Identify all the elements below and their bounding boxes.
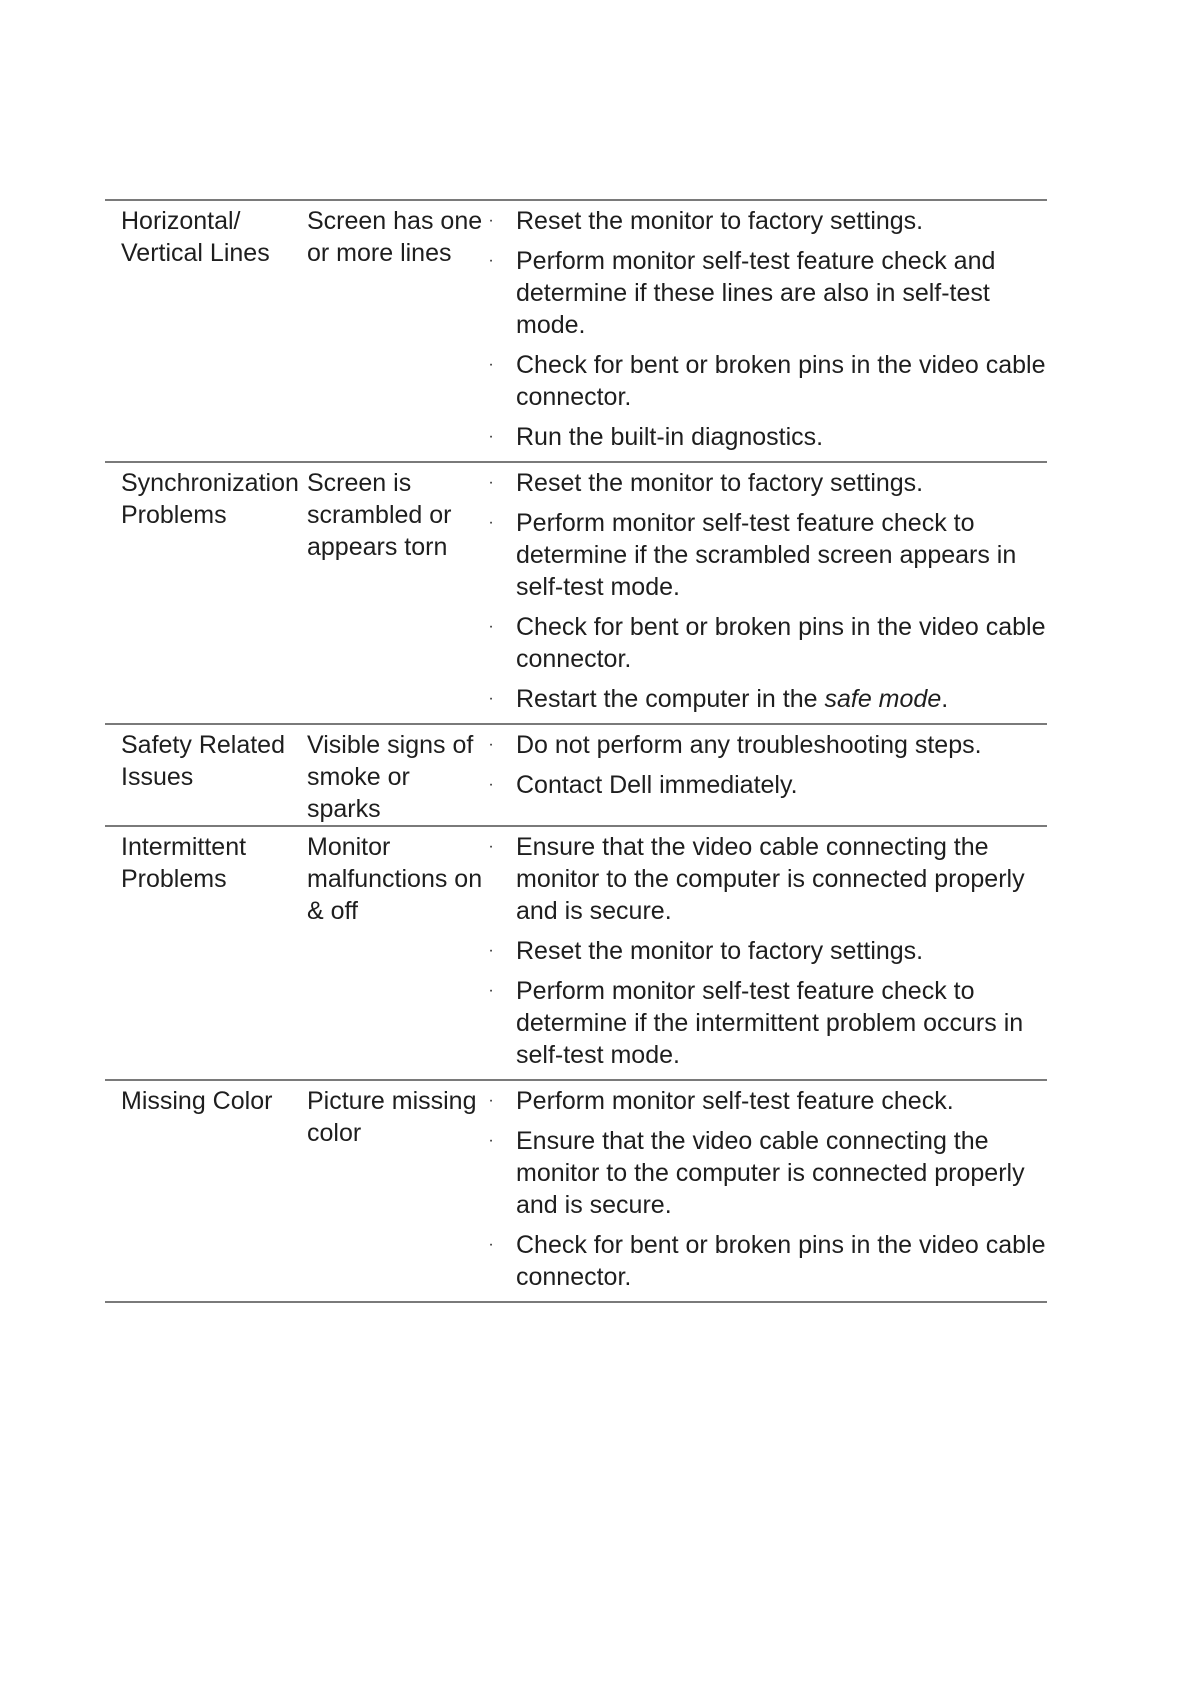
- symptom-cell: Screen is scrambled or appears torn: [307, 469, 452, 561]
- solution-item: [485, 1085, 1047, 1117]
- solution-text: Ensure that the video cable connecting the monitor to the computer is connected properly and is secure.: [516, 1127, 1025, 1219]
- problem-cell: Synchronization Problems: [121, 469, 299, 529]
- bullet-icon: ·: [488, 252, 494, 269]
- table-row: [105, 723, 1047, 825]
- solution-item: [485, 507, 1047, 603]
- solution-text: Check for bent or broken pins in the video cable connector.: [516, 613, 1046, 673]
- bullet-icon: ·: [488, 982, 494, 999]
- solution-item: [485, 683, 1047, 715]
- bullet-icon: ·: [488, 356, 494, 373]
- solutions-cell: [485, 1081, 1047, 1301]
- solution-text: Reset the monitor to factory settings.: [516, 937, 924, 965]
- solutions-list: [485, 729, 1047, 801]
- solution-text: Restart the computer in the safe mode.: [516, 685, 949, 713]
- solutions-cell: [485, 201, 1047, 461]
- solution-item: [485, 421, 1047, 453]
- solution-text: Perform monitor self-test feature check and determine if these lines are also in self-test mode.: [516, 247, 996, 339]
- solution-text: Run the built-in diagnostics.: [516, 423, 824, 451]
- solutions-list: [485, 831, 1047, 1071]
- solution-text: Do not perform any troubleshooting steps.: [516, 731, 982, 759]
- solutions-list: [485, 1085, 1047, 1293]
- solution-item: [485, 467, 1047, 499]
- solutions-cell: [485, 827, 1047, 1079]
- solution-item: [485, 611, 1047, 675]
- solution-text: Reset the monitor to factory settings.: [516, 207, 924, 235]
- troubleshooting-table: [105, 199, 1047, 1303]
- solution-item: [485, 831, 1047, 927]
- solution-text: Perform monitor self-test feature check to determine if the scrambled screen appears in self-test mode.: [516, 509, 1017, 601]
- table-row: [105, 461, 1047, 723]
- table-row: [105, 825, 1047, 1079]
- solution-item: [485, 349, 1047, 413]
- solution-item: [485, 729, 1047, 761]
- bullet-icon: ·: [488, 1132, 494, 1149]
- solutions-cell: [485, 463, 1047, 723]
- solutions-cell: [485, 725, 1047, 825]
- solution-item: [485, 769, 1047, 801]
- table-row: [105, 1079, 1047, 1303]
- problem-cell: Horizontal/ Vertical Lines: [121, 207, 270, 267]
- symptom-cell: Screen has one or more lines: [307, 207, 483, 267]
- solution-text: Perform monitor self-test feature check to determine if the intermittent problem occurs in self-test mode.: [516, 977, 1024, 1069]
- bullet-icon: ·: [488, 474, 494, 491]
- bullet-icon: ·: [488, 690, 494, 707]
- solution-item: [485, 1125, 1047, 1221]
- solution-text: Ensure that the video cable connecting the monitor to the computer is connected properly and is secure.: [516, 833, 1025, 925]
- problem-cell: Intermittent Problems: [121, 833, 247, 893]
- problem-cell: Safety Related Issues: [121, 731, 285, 791]
- solution-item: [485, 245, 1047, 341]
- solution-item: [485, 975, 1047, 1071]
- symptom-cell: Monitor malfunctions on & off: [307, 833, 483, 925]
- solution-item: [485, 1229, 1047, 1293]
- bullet-icon: ·: [488, 212, 494, 229]
- bullet-icon: ·: [488, 776, 494, 793]
- solutions-list: [485, 467, 1047, 715]
- solution-text: Check for bent or broken pins in the video cable connector.: [516, 1231, 1046, 1291]
- bullet-icon: ·: [488, 428, 494, 445]
- solution-item: [485, 205, 1047, 237]
- solution-item: [485, 935, 1047, 967]
- solution-text: Check for bent or broken pins in the video cable connector.: [516, 351, 1046, 411]
- emphasis-text: safe mode: [824, 685, 942, 713]
- bullet-icon: ·: [488, 736, 494, 753]
- bullet-icon: ·: [488, 1236, 494, 1253]
- bullet-icon: ·: [488, 618, 494, 635]
- solution-text: Perform monitor self-test feature check.: [516, 1087, 954, 1115]
- bullet-icon: ·: [488, 1092, 494, 1109]
- problem-cell: Missing Color: [121, 1087, 273, 1115]
- solution-text: Reset the monitor to factory settings.: [516, 469, 924, 497]
- bullet-icon: ·: [488, 514, 494, 531]
- bullet-icon: ·: [488, 838, 494, 855]
- table-row: [105, 199, 1047, 461]
- solution-text: Contact Dell immediately.: [516, 771, 798, 799]
- symptom-cell: Picture missing color: [307, 1087, 477, 1147]
- bullet-icon: ·: [488, 942, 494, 959]
- symptom-cell: Visible signs of smoke or sparks: [307, 731, 474, 823]
- solutions-list: [485, 205, 1047, 453]
